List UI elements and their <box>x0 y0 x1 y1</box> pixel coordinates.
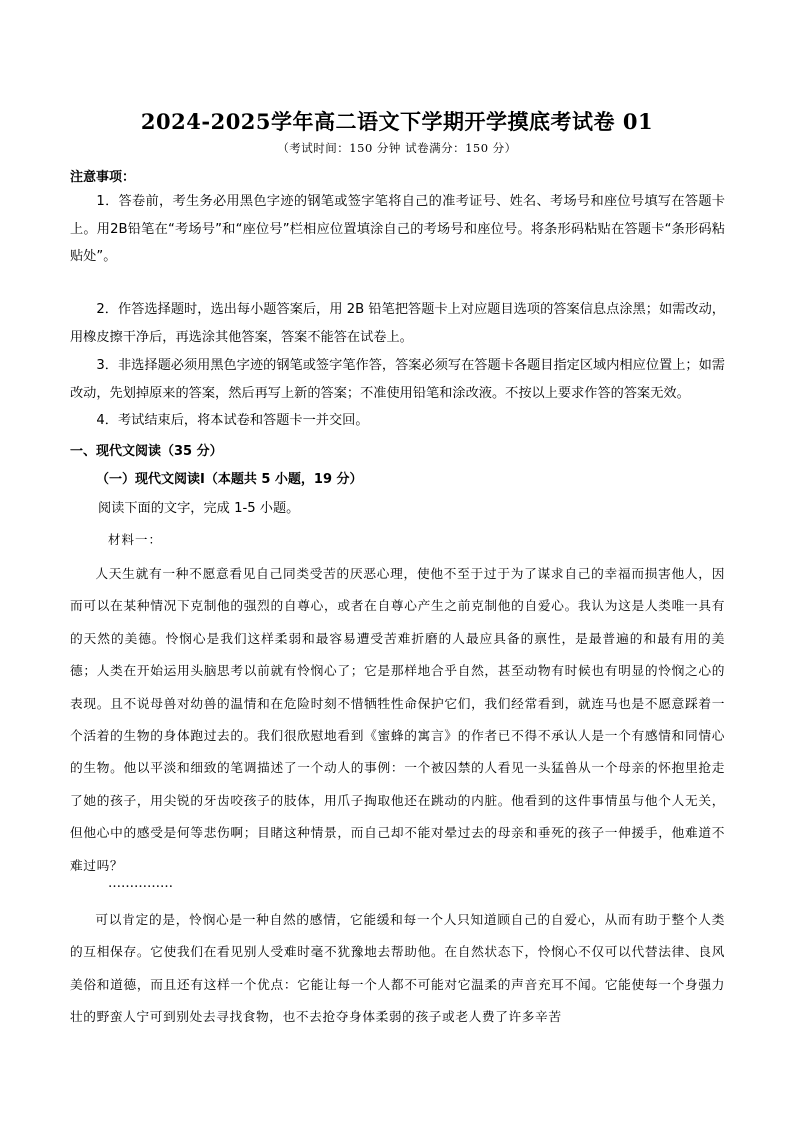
notice-item-3: 3．非选择题必须用黑色字迹的钢笔或签字笔作答，答案必须写在答题卡各题目指定区域内相应位置上；如需改动，先划掉原来的答案，然后再写上新的答案；不准使用铅笔和涂改液。不按以上要求作答的答案无效。 <box>70 358 725 401</box>
ellipsis-marker: …………… <box>108 876 173 891</box>
notice-heading: 注意事项： <box>70 170 136 185</box>
notice-item-4: 4．考试结束后，将本试卷和答题卡一并交回。 <box>96 413 369 428</box>
material-paragraph-1: 人天生就有一种不愿意看见自己同类受苦的厌恶心理，使他不至于过于为了谋求自己的幸福而损害他人，因而可以在某种情况下克制他的强烈的自尊心，或者在自尊心产生之前克制他的自爱心。我认为这是人类唯一具有的天然的美德。怜悯心是我们这样柔弱和最容易遭受苦难折磨的人最应具备的禀性，是最普遍的和最有用的美德；人类在开始运用头脑思考以前就有怜悯心了；它是那样地合乎自然，甚至动物有时候也有明显的怜悯之心的表现。且不说母兽对幼兽的温情和在危险时刻不惜牺牲性命保护它们，我们经常看到，就连马也是不愿意踩着一个活着的生物的身体跑过去的。我们很欣慰地看到《蜜蜂的寓言》的作者已不得不承认人是一个有感情和同情心的生物。他以平淡和细致的笔调描述了一个动人的事例：一个被囚禁的人看见一头猛兽从一个母亲的怀抱里抢走了她的孩子，用尖锐的牙齿咬孩子的肢体，用爪子掏取他还在跳动的内脏。他看到的这件事情虽与他个人无关，但他心中的感受是何等悲伤啊；目睹这种情景，而自己却不能对晕过去的母亲和垂死的孩子一伸援手，他难道不难过吗？ <box>70 566 725 873</box>
section-heading: 一、现代文阅读（35 分） <box>70 444 223 459</box>
subsection-heading: （一）现代文阅读Ⅰ（本题共 5 小题，19 分） <box>96 472 363 487</box>
exam-subtitle: （考试时间：150 分钟 试卷满分：150 分） <box>277 141 517 155</box>
notice-item-2: 2．作答选择题时，选出每小题答案后，用 2B 铅笔把答题卡上对应题目选项的答案信息点涂黑；如需改动，用橡皮擦干净后，再选涂其他答案，答案不能答在试卷上。 <box>70 302 725 345</box>
notice-item-1: 1．答卷前，考生务必用黑色字迹的钢笔或签字笔将自己的准考证号、姓名、考场号和座位号填写在答题卡上。用2B铅笔在“考场号”和“座位号”栏相应位置填涂自己的考场号和座位号。将条形码粘贴在答题卡“条形码粘贴处”。 <box>70 194 725 264</box>
material-label: 材料一： <box>108 532 163 547</box>
material-paragraph-2: 可以肯定的是，怜悯心是一种自然的感情，它能缓和每一个人只知道顾自己的自爱心，从而有助于整个人类的互相保存。它使我们在看见别人受难时毫不犹豫地去帮助他。在自然状态下，怜悯心不仅可以代替法律、良风美俗和道德，而且还有这样一个优点：它能让每一个人都不可能对它温柔的声音充耳不闻。它能使每一个身强力壮的野蛮人宁可到别处去寻找食物，也不去抢夺身体柔弱的孩子或老人费了许多辛苦 <box>70 912 725 1025</box>
reading-instruction: 阅读下面的文字，完成 1-5 小题。 <box>98 501 300 516</box>
exam-title: 2024-2025学年高二语文下学期开学摸底考试卷 01 <box>140 109 654 134</box>
